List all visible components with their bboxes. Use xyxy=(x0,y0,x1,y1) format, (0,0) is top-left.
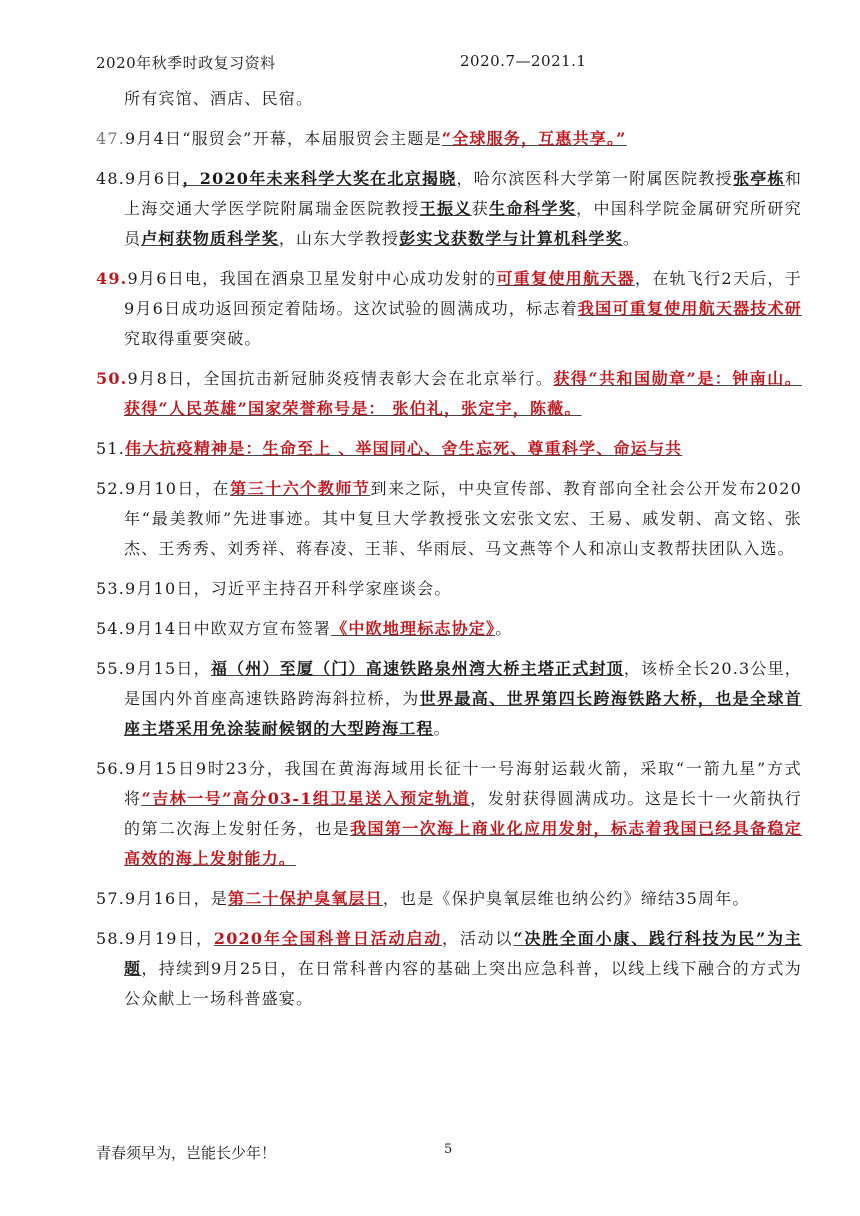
item-text: 9月14日中欧双方宣布签署 xyxy=(125,619,332,638)
item-number: 50. xyxy=(96,369,128,388)
highlighted-text: 伟大抗疫精神是：生命至上 、举国同心、舍生忘死、尊重科学、命运与共 xyxy=(125,439,683,458)
item-text: ，持续到9月25日，在日常科普内容的基础上突出应急科普，以线上线下融合的方式为公众献上一场科普盛宴。 xyxy=(124,959,803,1008)
item-text: 9月15日， xyxy=(125,659,211,678)
footer-motto: 青春须早为，岂能长少年！ xyxy=(96,1144,277,1162)
item-text: ，发射获得圆满成功。这是长十一火箭执行的第二次海上发射任务，也是 xyxy=(124,789,802,838)
item-number: 48. xyxy=(96,169,126,188)
item-number: 53. xyxy=(96,579,126,598)
news-item xyxy=(96,164,802,254)
underlined-text: 王振义 xyxy=(419,199,472,218)
item-text: 9月6日电，我国在酒泉卫星发射中心成功发射的 xyxy=(127,269,497,288)
news-item xyxy=(96,924,802,1014)
item-number: 49. xyxy=(96,269,128,288)
header-date-range: 2020.7—2021.1 xyxy=(460,52,587,70)
item-text: 9月10日，在 xyxy=(125,479,231,498)
news-item xyxy=(96,84,802,114)
item-text: 所有宾馆、酒店、民宿。 xyxy=(124,89,314,108)
item-text: 。 xyxy=(433,719,451,738)
highlighted-text: 《中欧地理标志协定》 xyxy=(331,619,496,638)
highlighted-text: 可重复使用航天器 xyxy=(496,269,635,288)
item-number: 47. xyxy=(96,129,126,148)
highlighted-text: 我国可重复使用航天器技术研 xyxy=(577,299,802,318)
item-text: 9月8日，全国抗击新冠肺炎疫情表彰大会在北京举行。 xyxy=(127,369,554,388)
item-text: ，在轨飞行2天后，于9月6日成功返回预定着陆场。这次试验的圆满成功，标志着 xyxy=(124,269,802,318)
item-text: ，活动以 xyxy=(442,929,514,948)
item-text: ，哈尔滨医科大学第一附属医院教授 xyxy=(456,169,733,188)
item-text: 到来之际，中央宣传部、教育部向全社会公开发布2020年“最美教师”先进事迹。其中复旦大学教授张文宏张文宏、王易、戚发朝、高文铭、张杰、王秀秀、刘秀祥、蒋春凌、王菲、华雨辰、马文燕等个人和凉山支教帮扶团队入选。 xyxy=(124,479,802,558)
item-text: ，该桥全长20.3公里，是国内外首座高速铁路跨海斜拉桥，为 xyxy=(124,659,802,708)
item-number: 55. xyxy=(96,659,126,678)
news-item xyxy=(96,474,802,564)
item-text: 9月15日9时23分，我国在黄海海域用长征十一号海射运载火箭，采取“一箭九星”方式将 xyxy=(124,759,802,808)
highlighted-text: “吉林一号”高分03-1组卫星送入预定轨道 xyxy=(141,789,471,808)
item-text: 究取得重要突破。 xyxy=(124,329,262,348)
underlined-text: ，2020年未来科学大奖在北京揭晓 xyxy=(182,169,457,188)
item-number: 51. xyxy=(96,439,126,458)
highlighted-text: 获得“共和国勋章”是：钟南山。获得“人民英雄”国家荣誉称号是： 张伯礼，张定宇，陈薇。 xyxy=(124,369,802,418)
highlighted-text: 我国第一次海上商业化应用发射，标志着我国已经具备稳定高效的海上发射能力。 xyxy=(124,819,802,868)
item-text: ，山东大学教授 xyxy=(278,229,400,248)
header-title: 2020年秋季时政复习资料 xyxy=(96,54,276,72)
underlined-text: 生命科学奖 xyxy=(489,199,577,218)
underlined-text: 卢柯获物质科学奖 xyxy=(141,229,279,248)
underlined-text: 世界最高、世界第四长跨海铁路大桥，也是全球首座主塔采用免涂装耐候钢的大型跨海工程 xyxy=(124,689,802,738)
item-text: 9月6日 xyxy=(125,169,183,188)
document-body xyxy=(96,84,802,1024)
item-text: ，也是《保护臭氧层维也纳公约》缔结35周年。 xyxy=(382,889,750,908)
item-number: 54. xyxy=(96,619,126,638)
news-item xyxy=(96,264,802,354)
item-number: 57. xyxy=(96,889,126,908)
highlighted-text: 第三十六个教师节 xyxy=(230,479,371,498)
underlined-text: 彭实戈获数学与计算机科学奖 xyxy=(399,229,623,248)
news-item xyxy=(96,614,802,644)
item-text: 。 xyxy=(622,229,641,248)
news-item xyxy=(96,124,802,154)
underlined-text: 张亭栋 xyxy=(732,169,785,188)
item-text: 9月19日， xyxy=(125,929,214,948)
item-number: 52. xyxy=(96,479,126,498)
item-text: ，中国科学院金属研究所研究员 xyxy=(124,199,802,248)
page-number: 5 xyxy=(444,1142,453,1157)
news-item xyxy=(96,574,802,604)
highlighted-text: “全球服务，互惠共享。” xyxy=(441,129,627,148)
underlined-text: “决胜全面小康、践行科技为民”为主题 xyxy=(124,929,802,978)
news-item xyxy=(96,364,802,424)
item-text: 9月16日，是 xyxy=(125,889,228,908)
item-text: 获 xyxy=(471,199,490,218)
item-text: 。 xyxy=(495,619,513,638)
news-item xyxy=(96,884,802,914)
news-item xyxy=(96,754,802,874)
news-item xyxy=(96,654,802,744)
news-item xyxy=(96,434,802,464)
highlighted-text: 2020年全国科普日活动启动 xyxy=(213,929,443,948)
item-number: 56. xyxy=(96,759,126,778)
underlined-text: 福（州）至厦（门）高速铁路泉州湾大桥主塔正式封顶 xyxy=(210,659,624,678)
item-text: 9月4日“服贸会”开幕，本届服贸会主题是 xyxy=(125,129,442,148)
highlighted-text: 第二十保护臭氧层日 xyxy=(228,889,383,908)
item-text: 和上海交通大学医学院附属瑞金医院教授 xyxy=(124,169,803,218)
item-number: 58. xyxy=(96,929,126,948)
item-text: 9月10日，习近平主持召开科学家座谈会。 xyxy=(125,579,452,598)
